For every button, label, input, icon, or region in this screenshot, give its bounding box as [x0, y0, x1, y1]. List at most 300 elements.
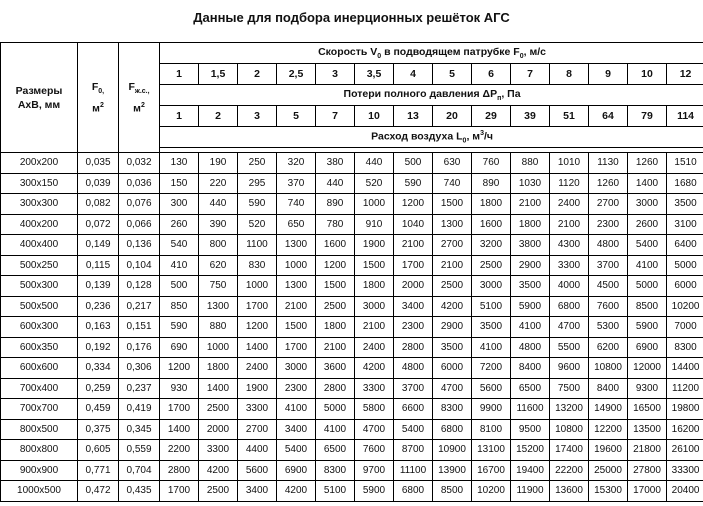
table-row [1, 440, 703, 461]
flow-cell: 10200 [667, 296, 703, 317]
table-row [1, 399, 703, 420]
flow-cell: 1500 [355, 255, 394, 276]
size-cell: 600х600 [1, 358, 78, 379]
flow-cell: 25000 [589, 460, 628, 481]
fjs-cell: 0,066 [119, 214, 160, 235]
flow-cell: 4500 [589, 276, 628, 297]
f0-cell: 0,259 [78, 378, 119, 399]
flow-cell: 7200 [472, 358, 511, 379]
flow-cell: 1000 [238, 276, 277, 297]
flow-cell: 11200 [667, 378, 703, 399]
flow-cell: 1300 [277, 276, 316, 297]
size-cell: 200х200 [1, 153, 78, 174]
fjs-column-header: $F_{ж.с.,}$ $м^2$ [119, 43, 160, 153]
pressure-cell: 10 [355, 106, 394, 127]
flow-cell: 8700 [394, 440, 433, 461]
pressure-cell: 5 [277, 106, 316, 127]
flow-cell: 3700 [394, 378, 433, 399]
flow-cell: 1400 [199, 378, 238, 399]
flow-cell: 19600 [589, 440, 628, 461]
flow-cell: 2800 [394, 337, 433, 358]
fjs-cell: 0,032 [119, 153, 160, 174]
flow-cell: 8300 [667, 337, 703, 358]
flow-cell: 2700 [238, 419, 277, 440]
table-row [1, 419, 703, 440]
table-row [1, 276, 703, 297]
flow-cell: 6000 [433, 358, 472, 379]
flow-cell: 740 [277, 194, 316, 215]
table-row [1, 194, 703, 215]
flow-cell: 1030 [511, 173, 550, 194]
pressure-cell: 3 [238, 106, 277, 127]
flow-cell: 830 [238, 255, 277, 276]
flow-cell: 5600 [238, 460, 277, 481]
speed-cell: 2 [238, 64, 277, 85]
table-row [1, 235, 703, 256]
flow-cell: 1200 [394, 194, 433, 215]
flow-cell: 740 [433, 173, 472, 194]
f0-cell: 0,459 [78, 399, 119, 420]
flow-cell: 4700 [355, 419, 394, 440]
flow-cell: 6800 [433, 419, 472, 440]
flow-cell: 750 [199, 276, 238, 297]
flow-cell: 9300 [628, 378, 667, 399]
pressure-cell: 1 [160, 106, 199, 127]
flow-cell: 5800 [355, 399, 394, 420]
flow-cell: 220 [199, 173, 238, 194]
flow-cell: 3700 [589, 255, 628, 276]
flow-cell: 1400 [160, 419, 199, 440]
f0-cell: 0,082 [78, 194, 119, 215]
fjs-cell: 0,036 [119, 173, 160, 194]
size-cell: 600х350 [1, 337, 78, 358]
flow-cell: 1800 [472, 194, 511, 215]
flow-cell: 2800 [160, 460, 199, 481]
flow-cell: 2500 [199, 481, 238, 502]
flow-cell: 6600 [394, 399, 433, 420]
flow-cell: 1130 [589, 153, 628, 174]
size-cell: 300х300 [1, 194, 78, 215]
flow-cell: 6500 [316, 440, 355, 461]
flow-cell: 3000 [355, 296, 394, 317]
pressure-cell: 39 [511, 106, 550, 127]
flow-cell: 5300 [589, 317, 628, 338]
flow-cell: 1800 [316, 317, 355, 338]
flow-cell: 760 [472, 153, 511, 174]
flow-cell: 14400 [667, 358, 703, 379]
table-row [1, 460, 703, 481]
flow-cell: 1300 [199, 296, 238, 317]
flow-cell: 5000 [667, 255, 703, 276]
size-cell: 500х500 [1, 296, 78, 317]
flow-cell: 440 [199, 194, 238, 215]
flow-cell: 13100 [472, 440, 511, 461]
flow-cell: 21800 [628, 440, 667, 461]
flow-cell: 880 [511, 153, 550, 174]
fjs-cell: 0,345 [119, 419, 160, 440]
flow-cell: 2700 [589, 194, 628, 215]
flow-cell: 6900 [628, 337, 667, 358]
flow-cell: 4200 [199, 460, 238, 481]
flow-cell: 2400 [355, 337, 394, 358]
flow-cell: 1800 [511, 214, 550, 235]
fjs-cell: 0,217 [119, 296, 160, 317]
fjs-cell: 0,237 [119, 378, 160, 399]
f0-cell: 0,472 [78, 481, 119, 502]
flow-cell: 1700 [277, 337, 316, 358]
flow-cell: 22200 [550, 460, 589, 481]
flow-cell: 1300 [433, 214, 472, 235]
size-cell: 900х900 [1, 460, 78, 481]
size-cell: 800х800 [1, 440, 78, 461]
flow-cell: 6000 [667, 276, 703, 297]
flow-cell: 3600 [316, 358, 355, 379]
size-cell: 1000х500 [1, 481, 78, 502]
table-row [1, 317, 703, 338]
speed-cell: 10 [628, 64, 667, 85]
flow-cell: 5600 [472, 378, 511, 399]
flow-cell: 410 [160, 255, 199, 276]
speed-cell: 3,5 [355, 64, 394, 85]
speed-cell: 8 [550, 64, 589, 85]
fjs-cell: 0,151 [119, 317, 160, 338]
flow-cell: 2900 [433, 317, 472, 338]
flow-cell: 650 [277, 214, 316, 235]
flow-cell: 3000 [628, 194, 667, 215]
flow-cell: 13500 [628, 419, 667, 440]
flow-cell: 4800 [511, 337, 550, 358]
speed-cell: 4 [394, 64, 433, 85]
flow-cell: 2400 [238, 358, 277, 379]
flow-cell: 20400 [667, 481, 703, 502]
flow-cell: 13900 [433, 460, 472, 481]
flow-cell: 1800 [199, 358, 238, 379]
flow-cell: 5500 [550, 337, 589, 358]
flow-cell: 3200 [472, 235, 511, 256]
flow-cell: 620 [199, 255, 238, 276]
speed-cell: 9 [589, 64, 628, 85]
flow-cell: 4300 [550, 235, 589, 256]
flow-cell: 6800 [394, 481, 433, 502]
f0-cell: 0,236 [78, 296, 119, 317]
flow-cell: 880 [199, 317, 238, 338]
flow-cell: 2700 [433, 235, 472, 256]
flow-cell: 5100 [472, 296, 511, 317]
fjs-cell: 0,306 [119, 358, 160, 379]
pressure-cell: 114 [667, 106, 703, 127]
flow-cell: 5400 [277, 440, 316, 461]
flow-cell: 4100 [277, 399, 316, 420]
flow-cell: 3300 [199, 440, 238, 461]
flow-cell: 4100 [628, 255, 667, 276]
flow-cell: 6200 [589, 337, 628, 358]
flow-cell: 590 [238, 194, 277, 215]
speed-cell: 5 [433, 64, 472, 85]
flow-cell: 2300 [277, 378, 316, 399]
pressure-cell: 7 [316, 106, 355, 127]
flow-cell: 930 [160, 378, 199, 399]
flow-cell: 11600 [511, 399, 550, 420]
flow-cell: 300 [160, 194, 199, 215]
table-row [1, 296, 703, 317]
grille-selection-table [0, 42, 703, 502]
f0-cell: 0,163 [78, 317, 119, 338]
flow-cell: 1260 [628, 153, 667, 174]
size-cell: 500х250 [1, 255, 78, 276]
fjs-cell: 0,104 [119, 255, 160, 276]
fjs-cell: 0,704 [119, 460, 160, 481]
flow-cell: 15200 [511, 440, 550, 461]
flow-cell: 5400 [394, 419, 433, 440]
flow-cell: 1010 [550, 153, 589, 174]
flow-cell: 2100 [394, 235, 433, 256]
flow-cell: 1900 [238, 378, 277, 399]
flow-cell: 1000 [277, 255, 316, 276]
f0-cell: 0,039 [78, 173, 119, 194]
flow-cell: 380 [316, 153, 355, 174]
flow-cell: 16200 [667, 419, 703, 440]
flow-cell: 2100 [316, 337, 355, 358]
flow-cell: 590 [394, 173, 433, 194]
flow-cell: 2200 [160, 440, 199, 461]
flow-cell: 1700 [160, 481, 199, 502]
flow-cell: 4200 [433, 296, 472, 317]
flow-cell: 13600 [550, 481, 589, 502]
flow-cell: 2000 [199, 419, 238, 440]
flow-cell: 2000 [394, 276, 433, 297]
speed-cell: 6 [472, 64, 511, 85]
flow-cell: 3300 [238, 399, 277, 420]
flow-cell: 4800 [394, 358, 433, 379]
flow-cell: 295 [238, 173, 277, 194]
size-cell: 800х500 [1, 419, 78, 440]
flow-cell: 250 [238, 153, 277, 174]
flow-cell: 9600 [550, 358, 589, 379]
flow-cell: 190 [199, 153, 238, 174]
flow-cell: 1600 [472, 214, 511, 235]
flow-cell: 1200 [238, 317, 277, 338]
flow-cell: 16700 [472, 460, 511, 481]
fjs-cell: 0,419 [119, 399, 160, 420]
flow-cell: 1100 [238, 235, 277, 256]
flow-cell: 3300 [355, 378, 394, 399]
pressure-cell: 64 [589, 106, 628, 127]
table-row [1, 378, 703, 399]
pressure-header: Потери полного давления $\Delta Р_п$, Па [160, 85, 703, 106]
flow-cell: 320 [277, 153, 316, 174]
flow-cell: 1200 [316, 255, 355, 276]
f0-cell: 0,375 [78, 419, 119, 440]
flow-cell: 4200 [277, 481, 316, 502]
flow-cell: 5000 [628, 276, 667, 297]
flow-cell: 4000 [550, 276, 589, 297]
size-cell: 300х150 [1, 173, 78, 194]
flow-cell: 800 [199, 235, 238, 256]
flow-cell: 7600 [355, 440, 394, 461]
table-row [1, 358, 703, 379]
flow-cell: 10200 [472, 481, 511, 502]
flow-cell: 440 [316, 173, 355, 194]
flow-cell: 4700 [550, 317, 589, 338]
flow-cell: 4800 [589, 235, 628, 256]
flow-cell: 2300 [394, 317, 433, 338]
flow-cell: 10800 [589, 358, 628, 379]
flow-cell: 6800 [550, 296, 589, 317]
header-row-speed-title [1, 43, 703, 64]
flow-cell: 12200 [589, 419, 628, 440]
flow-cell: 15300 [589, 481, 628, 502]
f0-cell: 0,139 [78, 276, 119, 297]
flow-cell: 1400 [628, 173, 667, 194]
size-cell: 500х300 [1, 276, 78, 297]
flow-cell: 6400 [667, 235, 703, 256]
pressure-cell: 2 [199, 106, 238, 127]
flow-cell: 1400 [238, 337, 277, 358]
flow-cell: 8400 [589, 378, 628, 399]
flow-cell: 1900 [355, 235, 394, 256]
flow-cell: 10800 [550, 419, 589, 440]
flow-cell: 520 [238, 214, 277, 235]
flow-cell: 1000 [199, 337, 238, 358]
flow-cell: 11100 [394, 460, 433, 481]
flow-cell: 8300 [433, 399, 472, 420]
flow-cell: 1700 [394, 255, 433, 276]
table-row [1, 337, 703, 358]
flow-cell: 2300 [589, 214, 628, 235]
flow-cell: 3300 [550, 255, 589, 276]
flow-cell: 500 [394, 153, 433, 174]
speed-cell: 7 [511, 64, 550, 85]
flow-cell: 5900 [628, 317, 667, 338]
page-title: Данные для подбора инерционных решёток АГС [193, 10, 510, 25]
table-row [1, 481, 703, 502]
flow-cell: 16500 [628, 399, 667, 420]
f0-cell: 0,192 [78, 337, 119, 358]
f0-cell: 0,605 [78, 440, 119, 461]
f0-cell: 0,035 [78, 153, 119, 174]
f0-cell: 0,149 [78, 235, 119, 256]
pressure-cell: 79 [628, 106, 667, 127]
flow-cell: 3000 [277, 358, 316, 379]
flow-cell: 2500 [472, 255, 511, 276]
flow-cell: 6500 [511, 378, 550, 399]
pressure-cell: 51 [550, 106, 589, 127]
flow-cell: 4100 [472, 337, 511, 358]
flow-cell: 7500 [550, 378, 589, 399]
flow-cell: 5900 [511, 296, 550, 317]
flow-cell: 8400 [511, 358, 550, 379]
flow-cell: 3500 [511, 276, 550, 297]
flow-cell: 6900 [277, 460, 316, 481]
flow-cell: 26100 [667, 440, 703, 461]
flow-cell: 11900 [511, 481, 550, 502]
flow-cell: 12000 [628, 358, 667, 379]
flow-cell: 13200 [550, 399, 589, 420]
flow-cell: 5900 [355, 481, 394, 502]
flow-cell: 4100 [316, 419, 355, 440]
fjs-cell: 0,076 [119, 194, 160, 215]
flow-cell: 1120 [550, 173, 589, 194]
flow-cell: 1500 [316, 276, 355, 297]
flow-cell: 890 [316, 194, 355, 215]
size-column-header: Размеры АхВ, мм [1, 43, 78, 153]
flow-cell: 5400 [628, 235, 667, 256]
flow-cell: 590 [160, 317, 199, 338]
flow-cell: 7600 [589, 296, 628, 317]
fjs-cell: 0,128 [119, 276, 160, 297]
flow-cell: 17000 [628, 481, 667, 502]
flow-cell: 2100 [433, 255, 472, 276]
flow-cell: 19800 [667, 399, 703, 420]
flow-cell: 540 [160, 235, 199, 256]
speed-cell: 12 [667, 64, 703, 85]
flow-cell: 3500 [472, 317, 511, 338]
table-row [1, 153, 703, 174]
flow-cell: 1260 [589, 173, 628, 194]
flow-cell: 27800 [628, 460, 667, 481]
flow-cell: 3000 [472, 276, 511, 297]
flow-cell: 9500 [511, 419, 550, 440]
flow-cell: 9900 [472, 399, 511, 420]
pressure-cell: 13 [394, 106, 433, 127]
flow-cell: 3400 [394, 296, 433, 317]
flow-cell: 3500 [667, 194, 703, 215]
size-cell: 600х300 [1, 317, 78, 338]
flow-cell: 2800 [316, 378, 355, 399]
flow-cell: 1040 [394, 214, 433, 235]
flow-cell: 1510 [667, 153, 703, 174]
fjs-cell: 0,176 [119, 337, 160, 358]
size-cell: 400х200 [1, 214, 78, 235]
speed-cell: 1 [160, 64, 199, 85]
flow-cell: 2100 [355, 317, 394, 338]
flow-cell: 1200 [160, 358, 199, 379]
flow-cell: 4200 [355, 358, 394, 379]
flow-cell: 1680 [667, 173, 703, 194]
flow-cell: 4400 [238, 440, 277, 461]
flow-cell: 10900 [433, 440, 472, 461]
flow-cell: 2100 [277, 296, 316, 317]
speed-cell: 1,5 [199, 64, 238, 85]
f0-cell: 0,115 [78, 255, 119, 276]
flow-cell: 8100 [472, 419, 511, 440]
flow-cell: 850 [160, 296, 199, 317]
flow-cell: 1800 [355, 276, 394, 297]
table-row [1, 255, 703, 276]
flow-cell: 17400 [550, 440, 589, 461]
flow-header: Расход воздуха $L_0$, $м^3/ч$ [160, 127, 703, 148]
size-cell: 700х700 [1, 399, 78, 420]
flow-cell: 3400 [238, 481, 277, 502]
flow-cell: 1700 [238, 296, 277, 317]
flow-cell: 1600 [316, 235, 355, 256]
flow-cell: 4700 [433, 378, 472, 399]
flow-cell: 1700 [160, 399, 199, 420]
flow-cell: 5000 [316, 399, 355, 420]
flow-cell: 780 [316, 214, 355, 235]
flow-cell: 2400 [550, 194, 589, 215]
fjs-cell: 0,136 [119, 235, 160, 256]
speed-cell: 3 [316, 64, 355, 85]
flow-cell: 1300 [277, 235, 316, 256]
pressure-cell: 29 [472, 106, 511, 127]
size-cell: 400х400 [1, 235, 78, 256]
flow-cell: 9700 [355, 460, 394, 481]
speed-header: Скорость $V_0$ в подводящем патрубке $F_0$, м/с [160, 43, 703, 64]
flow-cell: 500 [160, 276, 199, 297]
flow-cell: 3400 [277, 419, 316, 440]
flow-cell: 2900 [511, 255, 550, 276]
